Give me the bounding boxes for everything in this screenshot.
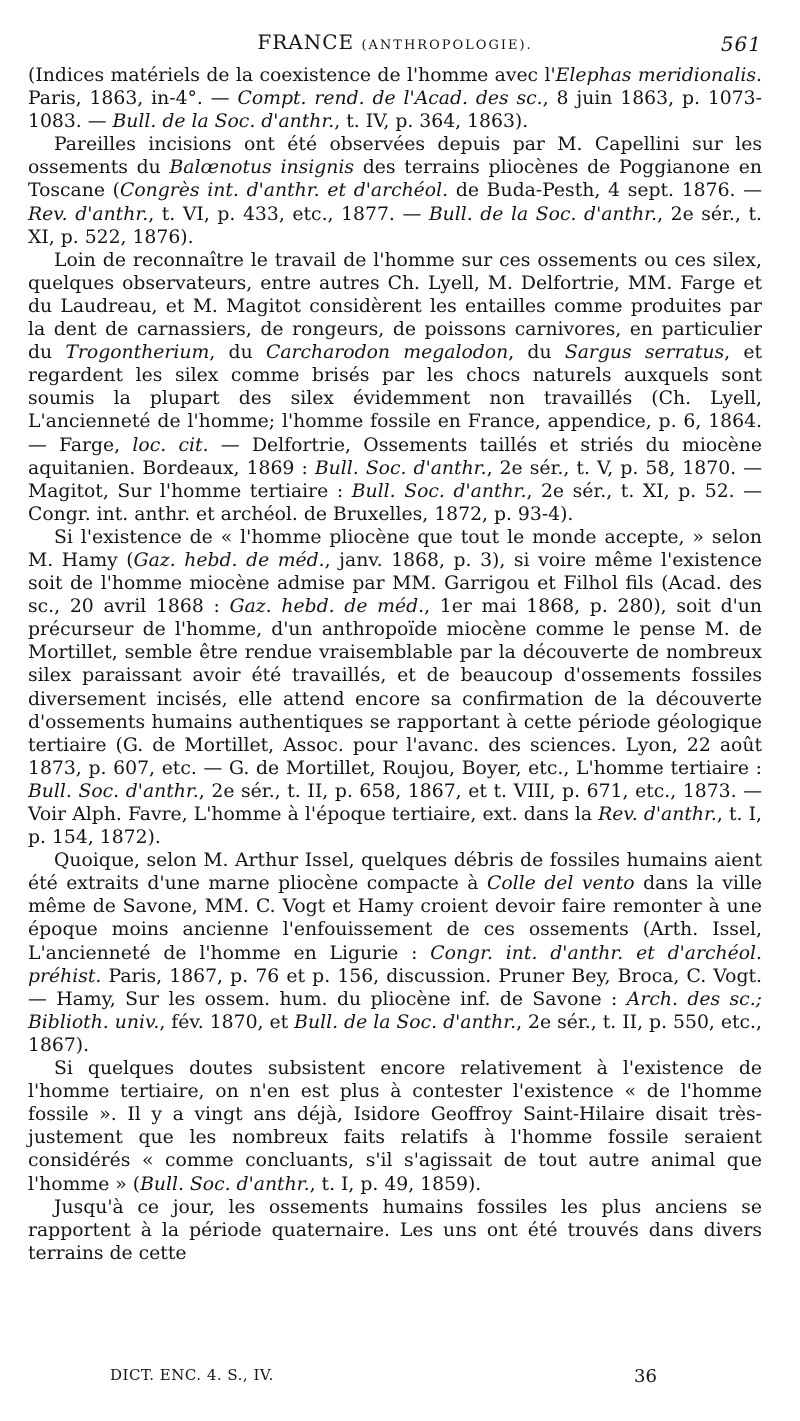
text-run: Pareilles incisions ont été observées depuis par M. Capellini sur les ossements du — [28, 134, 762, 179]
text-run: , t. I, p. 154, 1872). — [28, 804, 762, 849]
paragraph — [28, 849, 762, 1057]
text-run: , 2e sér., t. II, p. 658, 1867, et t. VIII, p. 671, etc., 1873. — Voir Alph. Favre, L'homme à l'époque tertiaire, ext. dans la — [28, 780, 762, 825]
text-run: (Indices matériels de la coexistence de l'homme avec l' — [28, 65, 556, 86]
text-run: , t. IV, p. 364, 1863). — [334, 111, 529, 133]
body-text — [28, 64, 762, 1265]
paragraph — [28, 64, 762, 133]
italic-run: Carcharodon megalodon — [265, 342, 509, 364]
page-footer — [28, 1366, 762, 1392]
text-run: . Paris, 1863, in-4°. — — [28, 65, 762, 110]
italic-run: Bull. Soc. d'anthr. — [314, 457, 487, 479]
italic-run: Bull. Soc. d'anthr. — [140, 1173, 310, 1195]
paragraph — [28, 1196, 762, 1265]
text-run: , 2e sér., t. II, p. 550, etc., 1867). — [28, 1011, 762, 1056]
text-run: Si l'existence de « l'homme pliocène que tout le monde accepte, » selon M. Hamy ( — [28, 526, 762, 571]
header-title — [28, 30, 762, 54]
italic-run: Bull. de la Soc. d'anthr. — [428, 203, 658, 225]
text-run: , 8 juin 1863, p. 1073-1083. — — [28, 88, 762, 133]
italic-run: Colle del vento — [486, 873, 635, 895]
paragraph — [28, 526, 762, 849]
italic-run: Elephas meridionalis — [555, 65, 757, 86]
header-subtitle: (ANTHROPOLOGIE). — [361, 38, 533, 53]
italic-run: Congrès int. d'anthr. et d'archéol. — [120, 180, 449, 202]
footer-signature: DICT. ENC. 4. S., IV. — [110, 1366, 274, 1384]
text-run: Paris, 1867, p. 76 et p. 156, discussion. Pruner Bey, Broca, C. Vogt. — Hamy, Sur les ossem. hum. du pliocène inf. de Savone : — [28, 965, 762, 1010]
italic-run: Congr. int. d'anthr. et d'archéol. préhist. — [28, 942, 762, 987]
text-run: , t. I, p. 49, 1859). — [309, 1173, 482, 1195]
text-run: , et regardent les silex comme brisés par les chocs naturels auxquels sont soumis la plupart des silex évidemment non travaillés (Ch. Lyell, L'ancienneté de l'homme; l'homme fossile en France, appendice, p. 6, 1864. — Farge, — [28, 342, 763, 456]
text-run: , du — [508, 342, 565, 364]
text-run: — Delfortrie, Ossements taillés et striés du miocène aquitanien. Bordeaux, 1869 : — [28, 434, 762, 479]
header-title-main: FRANCE — [257, 30, 355, 54]
italic-run: loc. cit. — [132, 434, 209, 456]
text-run: , 2e sér., t. XI, p. 522, 1876). — [28, 203, 762, 248]
text-run: Loin de reconnaître le travail de l'homme sur ces ossements ou ces silex, quelques observateurs, entre autres Ch. Lyell, M. Delfortrie, MM. Farge et du Laudreau, et M. Magitot considèrent les entailles comme produites par la dent de carnassiers, de rongeurs, de poissons carnivores, en particulier du — [28, 249, 762, 364]
text-run: , du — [209, 342, 266, 364]
italic-run: Arch. des sc.; Biblioth. univ. — [28, 988, 762, 1033]
italic-run: Bull. Soc. d'anthr. — [28, 780, 199, 802]
text-run: , t. VI, p. 433, etc., 1877. — — [148, 203, 429, 225]
text-run: des terrains pliocènes de Poggianone en Toscane ( — [28, 157, 762, 202]
page-number: 561 — [720, 32, 762, 56]
italic-run: Bull. de la Soc. d'anthr. — [294, 1011, 517, 1033]
text-run: Jusqu'à ce jour, les ossements humains fossiles les plus anciens se rapportent à la période quaternaire. Les uns ont été trouvés dans divers terrains de cette — [28, 1196, 762, 1264]
italic-run: Balœnotus insignis — [169, 157, 355, 179]
text-run: , 2e sér., t. XI, p. 52. — Congr. int. anthr. et archéol. de Bruxelles, 1872, p. 93-4). — [28, 480, 762, 525]
text-run: , fév. 1870, et — [159, 1011, 295, 1033]
italic-run: Sargus serratus — [564, 342, 725, 364]
italic-run: Rev. d'anthr. — [28, 203, 149, 225]
text-run: Quoique, selon M. Arthur Issel, quelques débris de fossiles humains aient été extraits d'une marne pliocène compacte à — [28, 850, 762, 895]
italic-run: Compt. rend. de l'Acad. des sc. — [237, 88, 543, 110]
paragraph — [28, 133, 762, 248]
italic-run: Bull. Soc. d'anthr. — [351, 480, 527, 502]
text-run: , 2e sér., t. V, p. 58, 1870. — Magitot, Sur l'homme tertiaire : — [28, 457, 762, 502]
text-run: de Buda-Pesth, 4 sept. 1876. — — [448, 180, 762, 202]
paragraph — [28, 1057, 762, 1196]
running-header — [28, 30, 762, 60]
text-run: , janv. 1868, p. 3), si voire même l'existence soit de l'homme miocène admise par MM. Garrigou et Filhol fils (Acad. des sc., 20 avril 1868 : — [28, 549, 762, 618]
paragraph — [28, 249, 762, 526]
text-run: Si quelques doutes subsistent encore relativement à l'existence de l'homme tertiaire, on n'en est plus à contester l'existence « de l'homme fossile ». Il y a vingt ans déjà, Isidore Geoffroy Saint-Hilaire disait très-justement que les nombreux faits relatifs à l'homme fossile seraient considérés « comme concluants, s'il s'agissait de tout autre animal que l'homme » ( — [28, 1058, 762, 1195]
sheet-number: 36 — [634, 1366, 657, 1387]
text-run: , 1er mai 1868, p. 280), soit d'un précurseur de l'homme, d'un anthropoïde miocène comme le pense M. de Mortillet, semble être rendue vraisemblable par la découverte de nombreux silex paraissant avoir été travaillés, et de beaucoup d'ossements fossiles diversement incisés, elle attend encore sa confirmation de la découverte d'ossements humains authentiques se rapportant à cette période géologique tertiaire (G. de Mortillet, Assoc. pour l'avanc. des sciences. Lyon, 22 août 1873, p. 607, etc. — G. de Mortillet, Roujou, Boyer, etc., L'homme tertiaire : — [28, 596, 762, 779]
italic-run: Gaz. hebd. de méd. — [133, 549, 325, 571]
italic-run: Trogontherium — [65, 342, 210, 364]
italic-run: Bull. de la Soc. d'anthr. — [112, 111, 335, 133]
italic-run: Gaz. hebd. de méd. — [229, 596, 425, 618]
italic-run: Rev. d'anthr. — [598, 804, 717, 825]
text-run: dans la ville même de Savone, MM. C. Vogt et Hamy croient devoir faire remonter à une époque moins ancienne l'enfouissement de ces ossements (Arth. Issel, L'ancienneté de l'homme en Ligurie : — [28, 873, 762, 964]
